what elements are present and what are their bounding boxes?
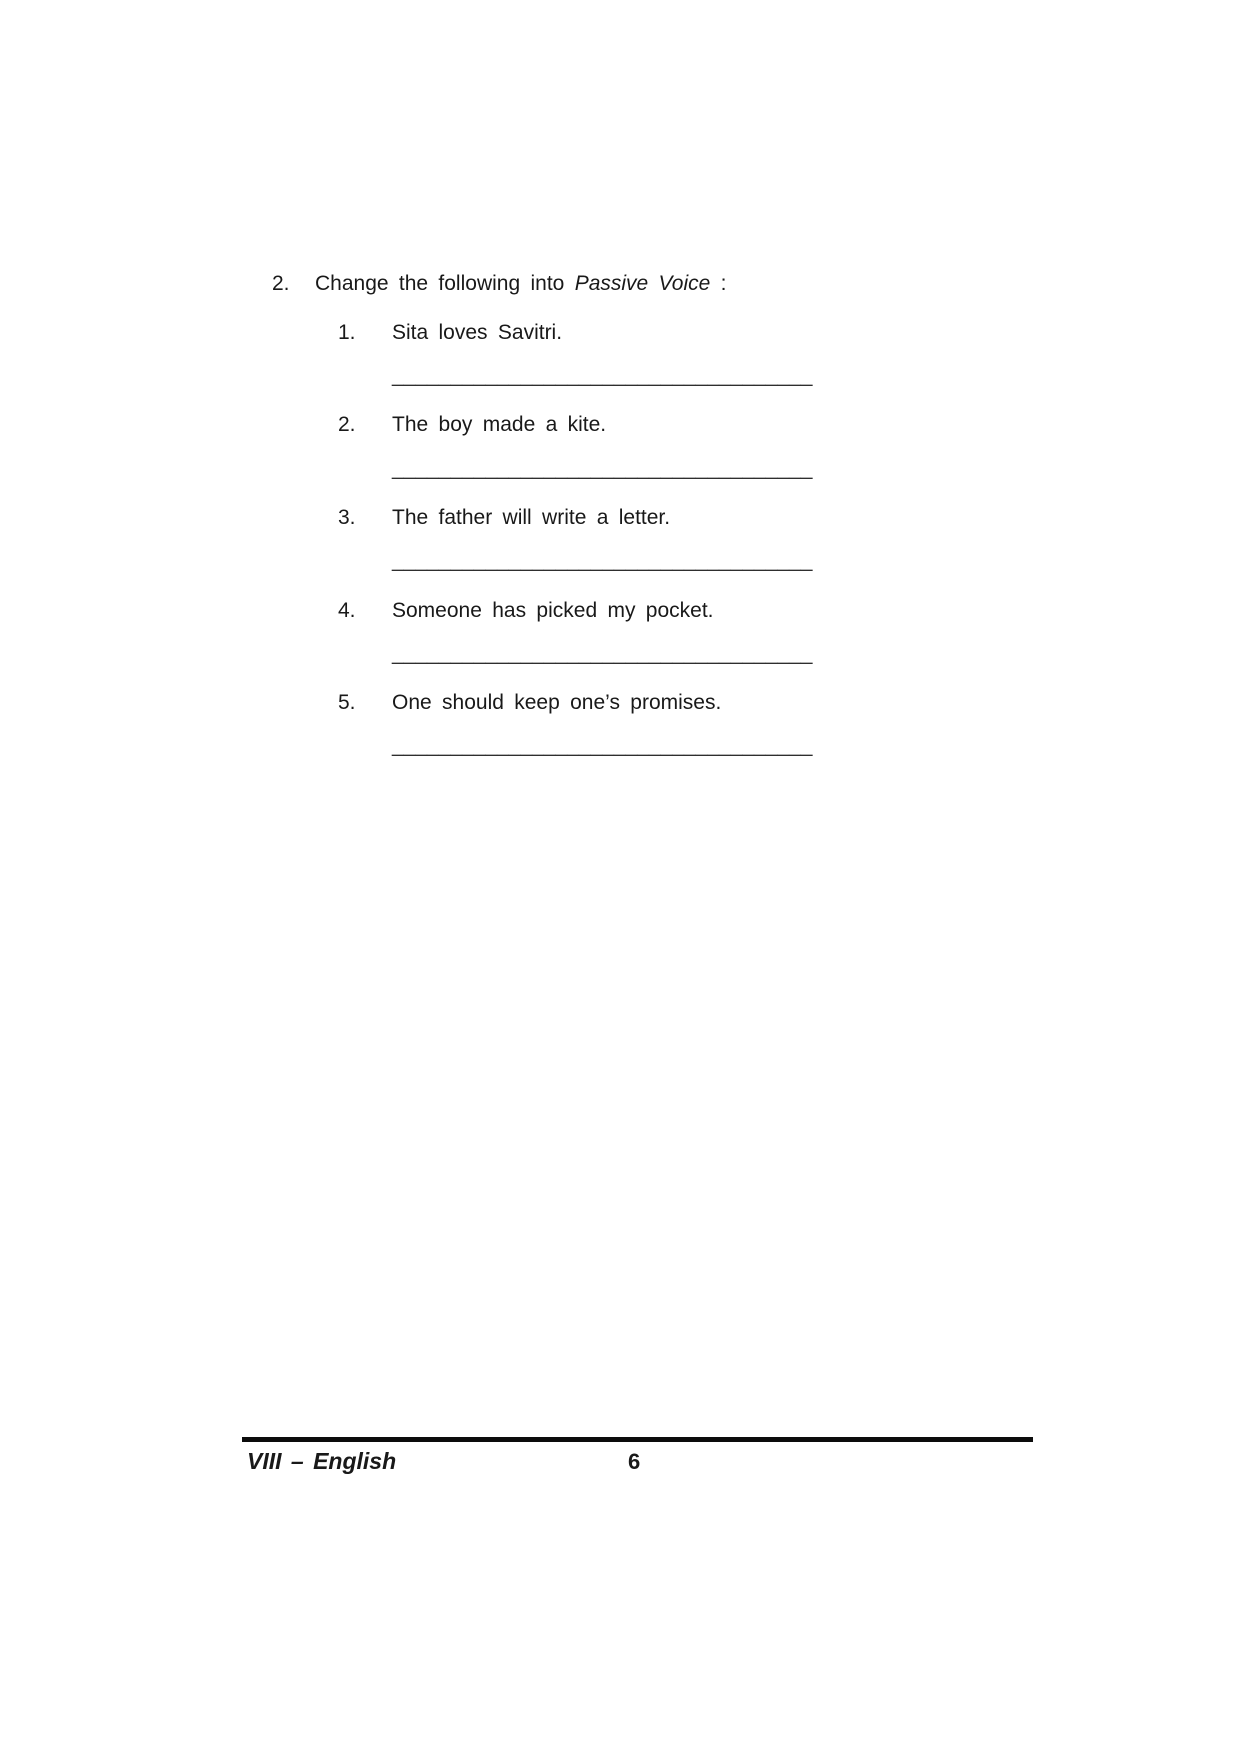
exercise-prompt-italic: Passive Voice <box>574 272 711 295</box>
exercise-number: 2. <box>272 272 290 295</box>
exercise-item-2 <box>338 412 606 438</box>
exercise-item-4 <box>338 598 714 624</box>
answer-blank-line-5: ____________________________________ <box>392 734 813 757</box>
exercise-item-1 <box>338 320 562 346</box>
footer-course-label: VIII – English <box>247 1448 397 1474</box>
item-number: 2. <box>338 413 356 436</box>
answer-blank-line-4: ____________________________________ <box>392 642 813 665</box>
item-number: 1. <box>338 321 356 344</box>
item-number: 4. <box>338 599 356 622</box>
item-sentence: The boy made a kite. <box>392 413 607 436</box>
exercise-prompt-prefix: Change the following into <box>315 272 565 295</box>
footer-page-number: 6 <box>628 1449 641 1474</box>
exercise-item-3 <box>338 505 670 531</box>
item-sentence: The father will write a letter. <box>392 506 671 529</box>
item-sentence: Sita loves Savitri. <box>392 321 563 344</box>
item-number: 5. <box>338 691 356 714</box>
item-sentence: Someone has picked my pocket. <box>392 599 714 622</box>
answer-blank-line-1: ____________________________________ <box>392 364 813 387</box>
exercise-prompt-colon: : <box>720 272 727 295</box>
exercise-heading <box>272 271 727 297</box>
exercise-item-5 <box>338 690 721 716</box>
item-sentence: One should keep one’s promises. <box>392 691 722 714</box>
answer-blank-line-2: ____________________________________ <box>392 457 813 480</box>
footer-divider <box>242 1437 1033 1442</box>
answer-blank-line-3: ____________________________________ <box>392 549 813 572</box>
item-number: 3. <box>338 506 356 529</box>
